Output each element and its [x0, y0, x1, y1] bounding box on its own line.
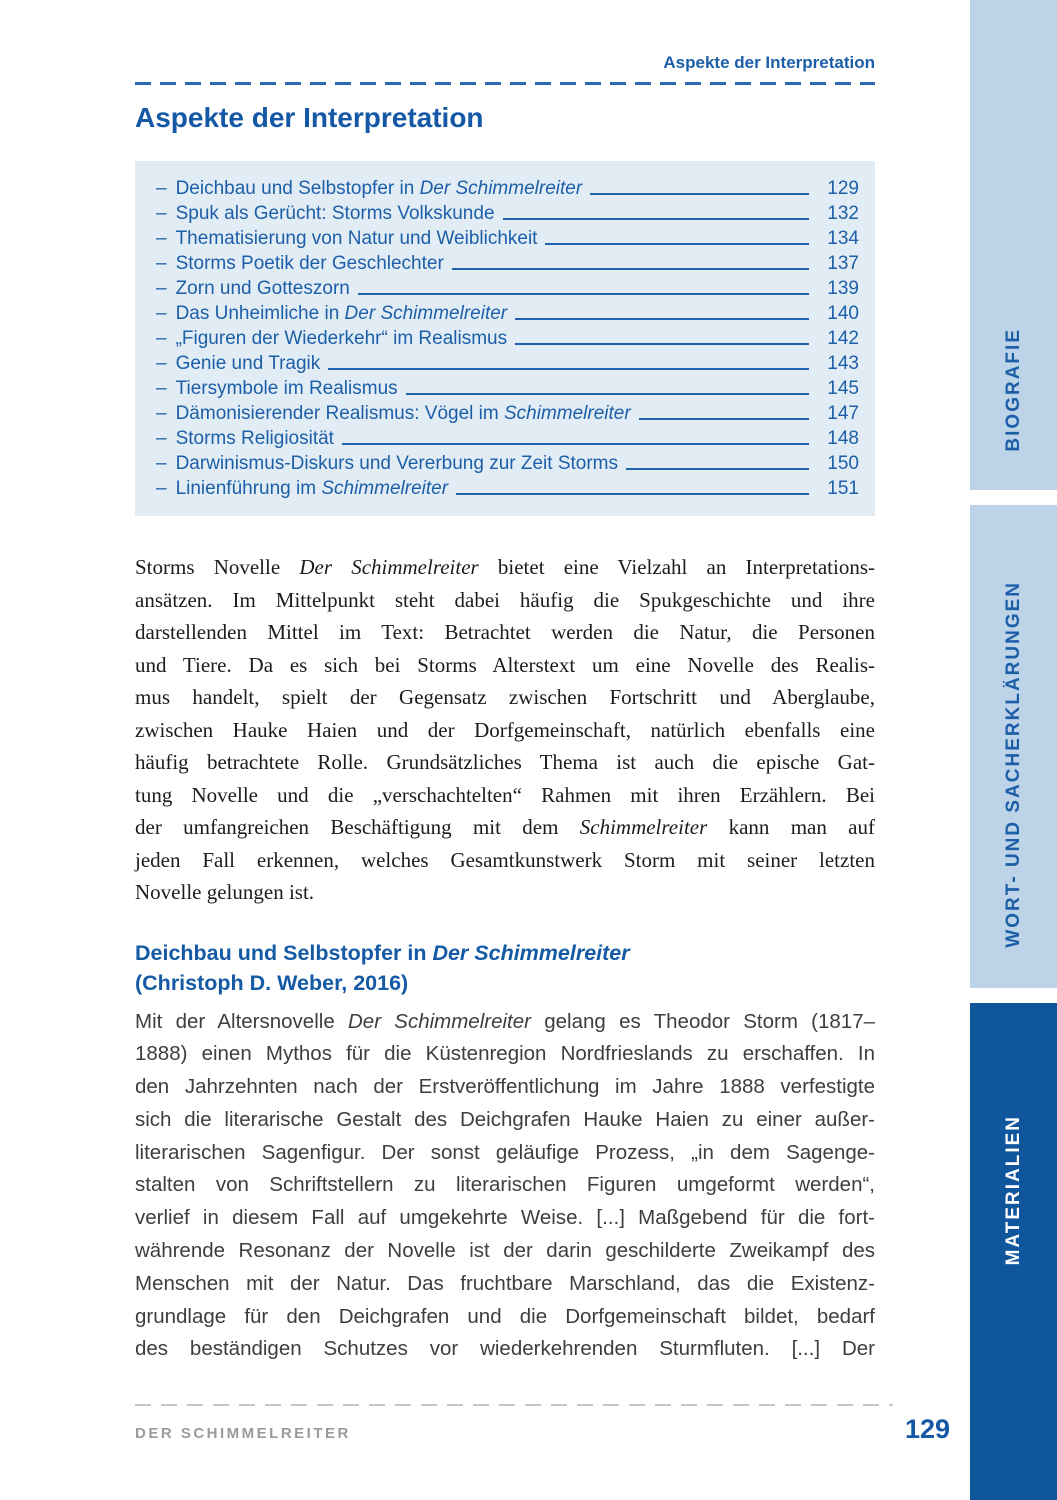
toc-item-page: 134	[827, 227, 859, 249]
section-heading	[135, 938, 875, 998]
toc-item[interactable]	[156, 326, 859, 351]
page-footer	[135, 1404, 950, 1445]
toc-item-label: Thematisierung von Natur und Weiblichkeit	[175, 227, 538, 249]
footer-book-title: DER SCHIMMELREITER	[135, 1425, 351, 1442]
toc-item[interactable]	[156, 201, 859, 226]
toc-item-label: Storms Poetik der Geschlechter	[175, 252, 444, 274]
running-header: Aspekte der Interpretation	[663, 53, 875, 72]
toc-leader-line	[452, 268, 809, 270]
toc-leader-line	[456, 493, 809, 495]
toc-item-page: 142	[827, 327, 859, 349]
toc-item-label: Linienführung im Schimmelreiter	[175, 477, 449, 499]
toc-item[interactable]	[156, 401, 859, 426]
toc-item[interactable]	[156, 301, 859, 326]
toc-item[interactable]	[156, 251, 859, 276]
toc-item-label: Zorn und Gotteszorn	[175, 277, 350, 299]
toc-item-dash: –	[156, 477, 167, 499]
toc-item-dash: –	[156, 252, 167, 274]
toc-leader-line	[515, 318, 809, 320]
toc-item-label: Spuk als Gerücht: Storms Volkskunde	[175, 202, 495, 224]
sidebar-tab-wort-label: WORT- UND SACHERKLÄRUNGEN	[1002, 581, 1024, 948]
sidebar-tab-wort-und-sacherklaerungen[interactable]	[970, 505, 1057, 988]
section-heading-author: (Christoph D. Weber, 2016)	[135, 970, 409, 995]
toc-leader-line	[342, 443, 809, 445]
toc-item-page: 139	[827, 277, 859, 299]
toc-item-page: 143	[827, 352, 859, 374]
toc-item-label: Dämonisierender Realismus: Vögel im Schimmelreiter	[175, 402, 631, 424]
toc-leader-line	[626, 468, 809, 470]
toc-item-page: 151	[827, 477, 859, 499]
section-heading-title: Deichbau und Selbstopfer in Der Schimmelreiter	[135, 940, 630, 965]
toc-item-dash: –	[156, 327, 167, 349]
toc-item-dash: –	[156, 427, 167, 449]
toc-item-dash: –	[156, 352, 167, 374]
toc-item-label: „Figuren der Wiederkehr“ im Realismus	[175, 327, 508, 349]
toc-item-page: 145	[827, 377, 859, 399]
toc-leader-line	[515, 343, 809, 345]
toc-leader-line	[639, 418, 809, 420]
toc-leader-line	[406, 393, 809, 395]
toc-item[interactable]	[156, 351, 859, 376]
toc-item[interactable]	[156, 451, 859, 476]
toc-leader-line	[590, 193, 809, 195]
toc-box	[135, 161, 875, 516]
footer-page-number: 129	[904, 1414, 950, 1444]
toc-item-label: Storms Religiosität	[175, 427, 334, 449]
toc-item-page: 132	[827, 202, 859, 224]
sidebar-tab-materialien[interactable]	[970, 1003, 1057, 1500]
intro-paragraph: Storms Novelle Der Schimmelreiter bietet eine Vielzahl an Interpretations- ansätzen. Im Mittelpunkt steht dabei häufig die Spukgeschichte und ihre darstellenden Mittel im Text: Betrachtet werden die Natur, die Personen und Tiere. Da es sich bei Storms Alterstext um eine Novelle des Realis- mus handelt, spielt der Gegensatz zwischen Fortschritt und Aberglaube, zwischen Hauke Haien und der Dorfgemeinschaft, natürlich ebenfalls eine häufig betrachtete Rolle. Grundsätzliches Thema ist auch die epische Gat- tung Novelle und die „verschachtelten“ Rahmen mit ihren Erzählern. Bei der umfangreichen Beschäftigung mit dem Schimmelreiter kann man auf jeden Fall erkennen, welches Gesamtkunstwerk Storm mit seiner letzten Novelle gelungen ist.	[135, 555, 875, 904]
toc-item-page: 150	[827, 452, 859, 474]
toc-item-page: 147	[827, 402, 859, 424]
toc-item-dash: –	[156, 227, 167, 249]
toc-item-page: 140	[827, 302, 859, 324]
toc-item-dash: –	[156, 377, 167, 399]
sidebar-tab-biografie[interactable]	[970, 0, 1057, 490]
toc-item-page: 148	[827, 427, 859, 449]
toc-item-label: Darwinismus-Diskurs und Vererbung zur Zeit Storms	[175, 452, 618, 474]
toc-item-page: 137	[827, 252, 859, 274]
toc-item-dash: –	[156, 452, 167, 474]
toc-item[interactable]	[156, 276, 859, 301]
toc-item-label: Genie und Tragik	[175, 352, 321, 374]
sidebar-tab-materialien-label: MATERIALIEN	[1002, 1115, 1024, 1266]
toc-leader-line	[503, 218, 809, 220]
toc-item-dash: –	[156, 177, 167, 199]
toc-item[interactable]	[156, 226, 859, 251]
toc-item-label: Deichbau und Selbstopfer in Der Schimmelreiter	[175, 177, 583, 199]
toc-item[interactable]	[156, 376, 859, 401]
toc-item[interactable]	[156, 426, 859, 451]
toc-item-dash: –	[156, 202, 167, 224]
toc-item[interactable]	[156, 176, 859, 201]
page-title: Aspekte der Interpretation	[135, 102, 484, 133]
toc-item-page: 129	[827, 177, 859, 199]
toc-leader-line	[328, 368, 809, 370]
toc-item-dash: –	[156, 302, 167, 324]
toc-item-dash: –	[156, 277, 167, 299]
header-dashed-rule	[135, 82, 875, 85]
toc-item-label: Das Unheimliche in Der Schimmelreiter	[175, 302, 508, 324]
content-column	[135, 0, 875, 1366]
footer-dashed-rule	[135, 1404, 893, 1406]
toc-leader-line	[358, 293, 809, 295]
toc-item-label: Tiersymbole im Realismus	[175, 377, 398, 399]
section-body-paragraph: Mit der Altersnovelle Der Schimmelreiter gelang es Theodor Storm (1817– 1888) einen Mythos für die Küstenregion Nordfrieslands zu erschaffen. In den Jahrzehnten nach der Erstveröffentlichung im Jahre 1888 verfestigte sich die literarische Gestalt des Deichgrafen Hauke Haien zu einer außer- literarischen Sagenfigur. Der sonst geläufige Prozess, „in dem Sagenge- stalten von Schriftstellern zu literarischen Figuren umgeformt werden“, verlief in diesem Fall auf umgekehrte Weise. [...] Maßgebend für die fort- währende Resonanz der Novelle ist der darin geschilderte Zweikampf des Menschen mit der Natur. Das fruchtbare Marschland, das die Existenz- grundlage für den Deichgrafen und die Dorfgemeinschaft bildet, bedarf des beständigen Schutzes vor wiederkehrenden Sturmfluten. [...] Der	[135, 1009, 876, 1361]
toc-item[interactable]	[156, 476, 859, 501]
toc-item-dash: –	[156, 402, 167, 424]
toc-leader-line	[545, 243, 809, 245]
sidebar-tab-biografie-label: BIOGRAFIE	[1002, 328, 1024, 452]
